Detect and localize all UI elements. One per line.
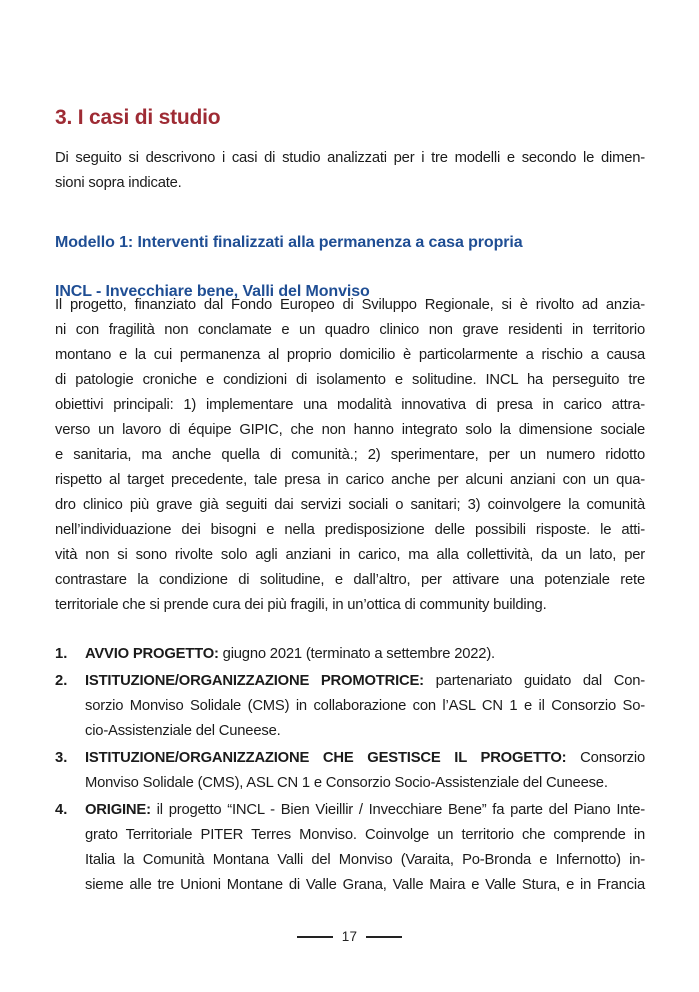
- text-line: [85, 823, 645, 848]
- text-segment: dro clinico più grave già seguiti dai servizi sociali o sanitari; 3) coinvolgere la comunità: [55, 497, 645, 513]
- text-segment: partenariato guidato dal Con-: [423, 673, 645, 689]
- text-line: [55, 568, 645, 593]
- text-segment: contrastare la condizione di solitudine, e dall’altro, per attivare una potenziale rete: [55, 572, 645, 588]
- text-line: [85, 669, 645, 694]
- list-item-number: 1.: [55, 646, 68, 662]
- text-segment: sorzio Monviso Solidale (CMS) in collaborazione con l’ASL CN 1 e il Consorzio So-: [85, 698, 645, 714]
- list-item-number: 3.: [55, 750, 68, 766]
- text-line: [85, 873, 645, 898]
- text-segment: Di seguito si descrivono i casi di studio analizzati per i tre modelli e secondo le dimen-: [55, 150, 645, 166]
- text-line: [55, 518, 645, 543]
- text-line: [55, 493, 645, 518]
- bold-text-segment: AVVIO PROGETTO:: [85, 646, 219, 662]
- text-segment: obiettivi principali: 1) implementare una modalità innovativa di presa in carico attra-: [55, 397, 645, 413]
- text-segment: Italia la Comunità Montana Valli del Monviso (Varaita, Po-Bronda e Infernotto) in-: [85, 852, 645, 868]
- list-item-number: 2.: [55, 673, 68, 689]
- chapter-title: 3. I casi di studio: [55, 106, 221, 130]
- list-item-number: 4.: [55, 802, 68, 818]
- text-line: [55, 443, 645, 468]
- text-segment: Monviso Solidale (CMS), ASL CN 1 e Consorzio Socio-Assistenziale del Cuneese.: [85, 775, 608, 791]
- text-segment: Consorzio: [566, 750, 645, 766]
- text-line: [55, 393, 645, 418]
- page-footer: [0, 929, 699, 945]
- text-line: [85, 642, 645, 667]
- intro-paragraph: [55, 146, 645, 196]
- text-line: [55, 593, 645, 618]
- text-segment: e sanitaria, ma anche quella di comunità.; 2) sperimentare, per un numero ridotto: [55, 447, 645, 463]
- text-segment: verso un lavoro di équipe GIPIC, che non hanno integrato solo la dimensione sociale: [55, 422, 645, 438]
- text-line: [55, 418, 645, 443]
- text-line: [55, 368, 645, 393]
- text-segment: vità non si sono rivolte solo agli anziani in carico, ma alla collettività, da un lato, per: [55, 547, 645, 563]
- text-line: [55, 343, 645, 368]
- text-segment: montano e la cui permanenza al proprio domicilio è particolarmente a rischio a causa: [55, 347, 645, 363]
- bold-text-segment: ISTITUZIONE/ORGANIZZAZIONE PROMOTRICE:: [85, 673, 424, 689]
- text-segment: grato Territoriale PITER Terres Monviso. Coinvolge un territorio che comprende in: [85, 827, 645, 843]
- text-segment: sioni sopra indicate.: [55, 175, 182, 191]
- page-number: 17: [341, 929, 358, 944]
- list-item: [55, 798, 645, 898]
- numbered-list: [55, 642, 645, 898]
- text-line: [85, 719, 645, 744]
- text-line: [85, 694, 645, 719]
- text-line: [85, 746, 645, 771]
- text-segment: giugno 2021 (terminato a settembre 2022).: [218, 646, 495, 662]
- text-segment: cio-Assistenziale del Cuneese.: [85, 723, 281, 739]
- text-segment: ni con fragilità non conclamate e un quadro clinico non grave residenti in territorio: [55, 322, 645, 338]
- text-segment: di patologie croniche e condizioni di isolamento e solitudine. INCL ha perseguito tre: [55, 372, 645, 388]
- text-line: [55, 146, 645, 171]
- text-line: [85, 848, 645, 873]
- body-paragraph: [55, 293, 645, 618]
- text-segment: Il progetto, finanziato dal Fondo Europeo di Sviluppo Regionale, si è rivolto ad anzia-: [55, 297, 645, 313]
- text-segment: il progetto “INCL - Bien Vieillir / Invecchiare Bene” fa parte del Piano Inte-: [150, 802, 645, 818]
- model-heading: Modello 1: Interventi finalizzati alla permanenza a casa propria: [55, 234, 523, 252]
- text-line: [55, 318, 645, 343]
- list-item: [55, 669, 645, 744]
- text-line: [55, 468, 645, 493]
- list-item: [55, 642, 645, 667]
- text-segment: territoriale che si prende cura dei più fragili, in un’ottica di community building.: [55, 597, 547, 613]
- text-line: [85, 798, 645, 823]
- text-line: [85, 771, 645, 796]
- text-segment: rispetto al target precedente, tale presa in carico anche per alcuni anziani con un qua-: [55, 472, 645, 488]
- footer-dash-left: [297, 936, 333, 938]
- bold-text-segment: ISTITUZIONE/ORGANIZZAZIONE CHE GESTISCE IL PROGETTO:: [85, 750, 567, 766]
- bold-text-segment: ORIGINE:: [85, 802, 151, 818]
- text-line: [55, 293, 645, 318]
- text-line: [55, 543, 645, 568]
- text-segment: sieme alle tre Unioni Montane di Valle Grana, Valle Maira e Valle Stura, e in Francia: [85, 877, 645, 893]
- footer-dash-right: [366, 936, 402, 938]
- case-heading: INCL - Invecchiare bene, Valli del Monviso: [55, 283, 370, 300]
- text-line: [55, 171, 645, 196]
- text-segment: nell’individuazione dei bisogni e nella predisposizione delle possibili risposte. le atti-: [55, 522, 645, 538]
- list-item: [55, 746, 645, 796]
